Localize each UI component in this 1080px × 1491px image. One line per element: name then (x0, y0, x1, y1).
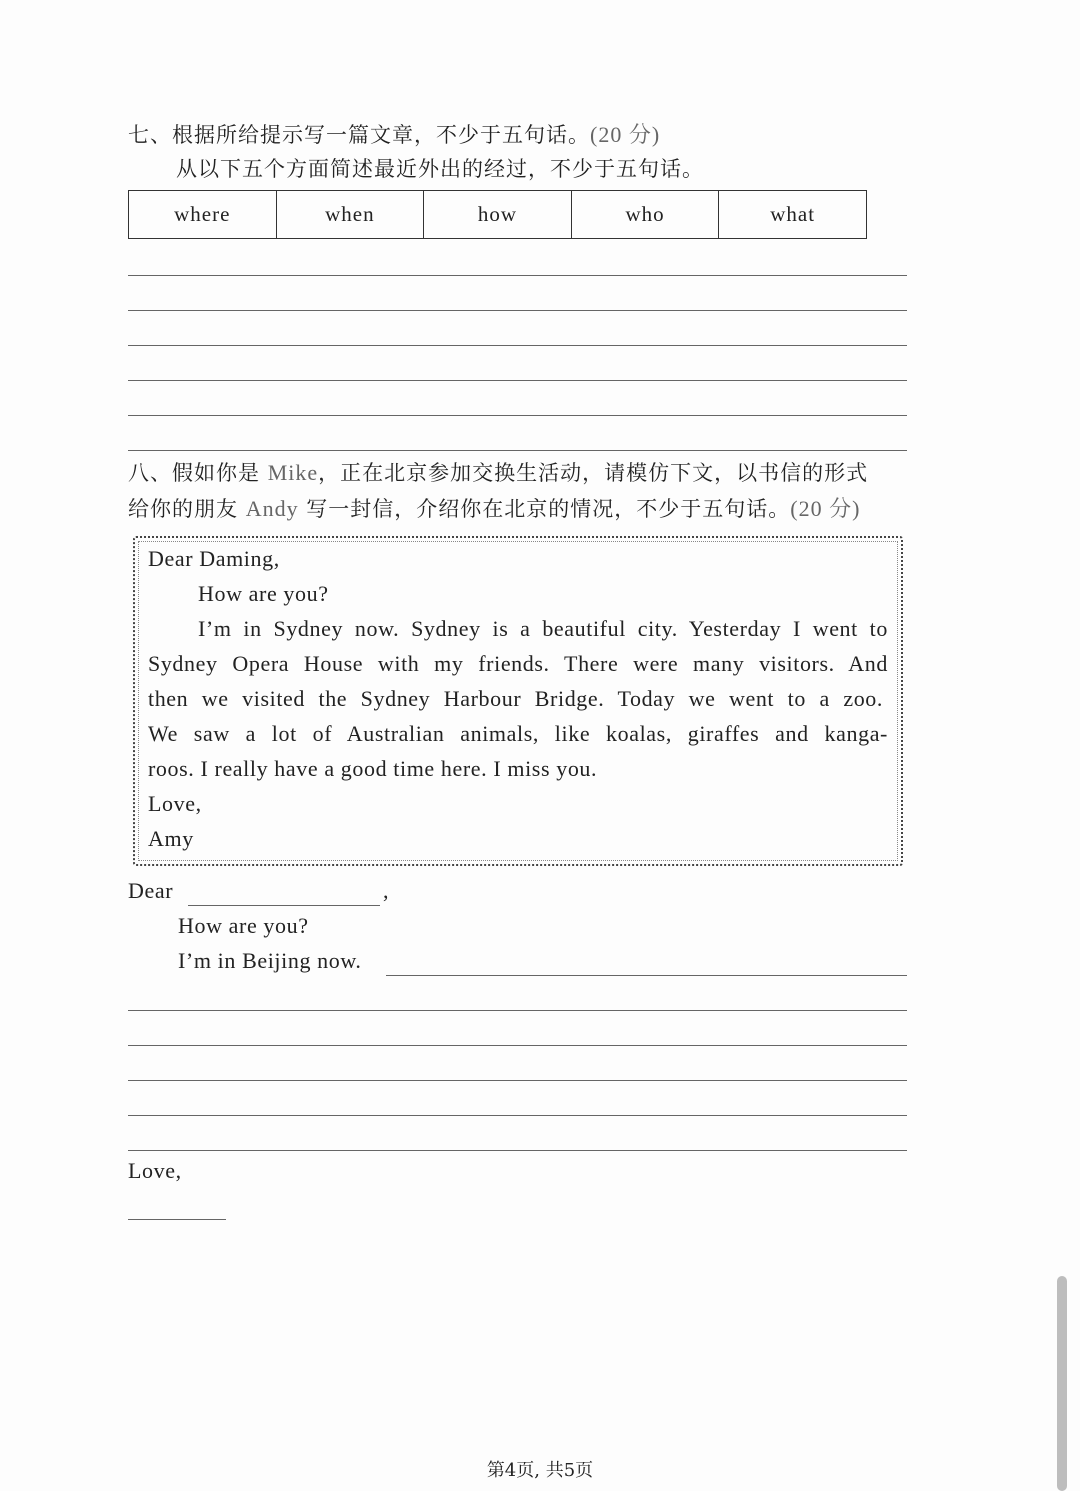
section-7-points: (20 分) (590, 122, 661, 147)
recipient-blank[interactable] (188, 905, 380, 906)
sample-signature: Amy (148, 826, 194, 851)
section-8-title-line1 (128, 457, 868, 487)
section-8-points: (20 分) (790, 496, 861, 521)
section-7-title (128, 118, 660, 149)
writing-line[interactable] (128, 310, 907, 311)
writing-line[interactable] (128, 1115, 907, 1116)
writing-line[interactable] (128, 450, 907, 451)
section-8-text: 给你的朋友 (128, 497, 246, 521)
section-8-text: 八、假如你是 (128, 461, 268, 485)
writing-line[interactable] (128, 380, 907, 381)
sample-body-line-5: roos. I really have a good time here. I miss you. (148, 756, 598, 781)
answer-opening: I’m in Beijing now. (178, 948, 362, 973)
hint-table (128, 190, 867, 239)
sample-greeting: How are you? (198, 581, 329, 606)
sample-body-line-1: I’m in Sydney now. Sydney is a beautiful city. Yesterday I went to (198, 616, 888, 641)
answer-comma: , (383, 878, 390, 903)
sample-body-line-2: Sydney Opera House with my friends. There were many visitors. And (148, 651, 888, 676)
hint-cell-where: where (129, 191, 277, 239)
hint-cell-when: when (276, 191, 424, 239)
writing-line[interactable] (128, 1080, 907, 1081)
name-mike: Mike (267, 460, 319, 485)
writing-line[interactable] (128, 1045, 907, 1046)
section-8-text: ，正在北京参加交换生活动，请模仿下文，以书信的形式 (318, 461, 869, 485)
signature-blank[interactable] (128, 1219, 226, 1220)
writing-line[interactable] (128, 415, 907, 416)
scrollbar[interactable] (1057, 1276, 1067, 1491)
writing-line[interactable] (128, 1010, 907, 1011)
answer-closing: Love, (128, 1158, 182, 1183)
section-7-instruction: 从以下五个方面简述最近外出的经过，不少于五句话。 (176, 157, 704, 181)
hint-cell-who: who (571, 191, 719, 239)
writing-line[interactable] (128, 1150, 907, 1151)
writing-line[interactable] (386, 975, 907, 976)
writing-line[interactable] (128, 275, 907, 276)
hint-cell-how: how (424, 191, 572, 239)
answer-dear: Dear (128, 878, 174, 903)
sample-body-line-3: then we visited the Sydney Harbour Bridge. Today we went to a zoo. (148, 686, 883, 711)
writing-line[interactable] (128, 345, 907, 346)
section-8-title-line2 (128, 492, 860, 523)
hint-cell-what: what (719, 191, 867, 239)
page-footer: 第4页, 共5页 (486, 1460, 594, 1481)
section-7-title-text: 七、根据所给提示写一篇文章，不少于五句话。 (128, 123, 590, 147)
section-8-text: 写一封信，介绍你在北京的情况，不少于五句话。 (298, 497, 791, 521)
sample-body-line-4: We saw a lot of Australian animals, like koalas, giraffes and kanga- (148, 721, 888, 746)
answer-greeting: How are you? (178, 913, 309, 938)
sample-salutation: Dear Daming, (148, 546, 280, 571)
name-andy: Andy (245, 496, 299, 521)
sample-closing: Love, (148, 791, 202, 816)
